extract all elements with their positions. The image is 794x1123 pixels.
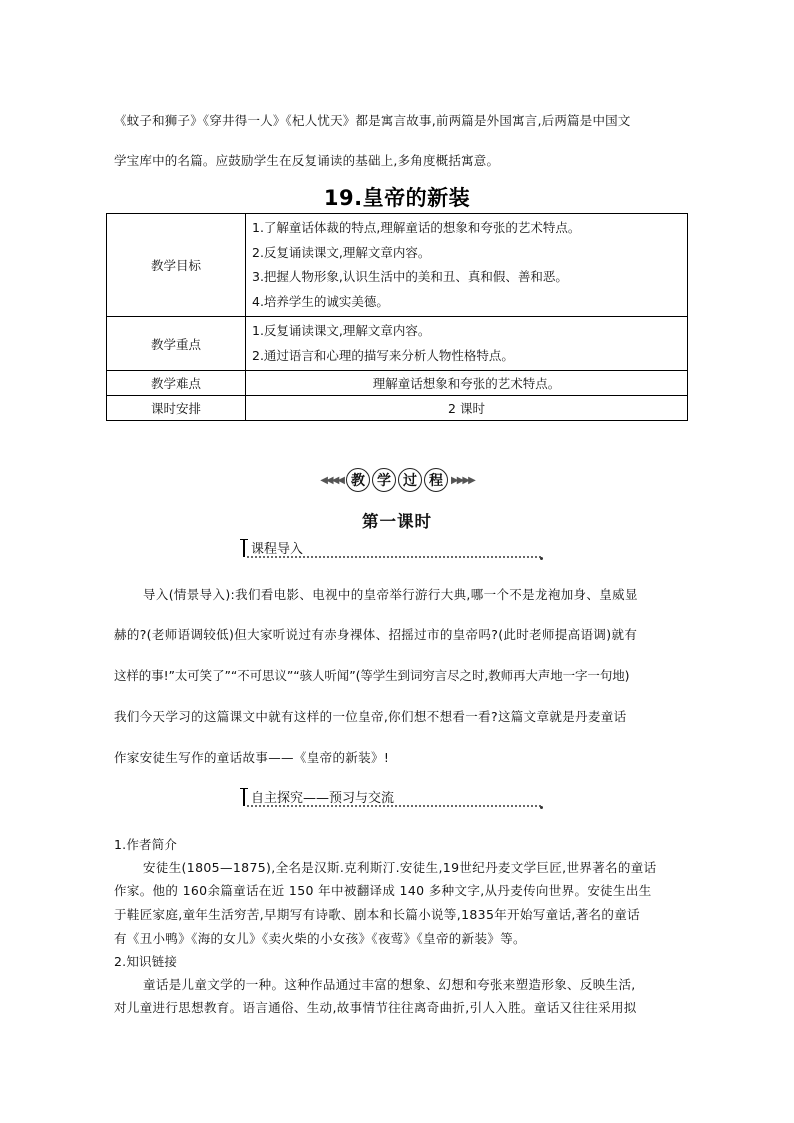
goal-item: 2.反复诵读课文,理解文章内容。 xyxy=(252,244,431,260)
key-point-item: 2.通过语言和心理的描写来分析人物性格特点。 xyxy=(252,347,514,363)
author-paragraph-line: 作家。他的 160余篇童话在近 150 年中被翻译成 140 多种文字,从丹麦传向世界。安徒生出生 xyxy=(114,883,652,898)
knowledge-link-title: 2.知识链接 xyxy=(114,954,178,969)
author-intro-title: 1.作者简介 xyxy=(114,837,178,852)
intro-paragraph-line: 导入(情景导入):我们看电影、电视中的皇帝举行游行大典,哪一个不是龙袍加身、皇威显 xyxy=(143,587,638,602)
section-heading-explore xyxy=(243,786,541,808)
section-heading-intro xyxy=(243,537,541,559)
process-banner xyxy=(0,466,794,494)
section-heading-text: 自主探究——预习与交流 xyxy=(251,791,395,806)
table-row-schedule xyxy=(107,396,688,421)
knowledge-paragraph-line: 对儿童进行思想教育。语言通俗、生动,故事情节往往离奇曲折,引人入胜。童话又往往采用拟 xyxy=(114,1000,637,1015)
intro-paragraph-line: 作家安徒生写作的童话故事——《皇帝的新装》! xyxy=(114,750,390,765)
author-paragraph-line: 于鞋匠家庭,童年生活穷苦,早期写有诗歌、剧本和长篇小说等,1835年开始写童话,著名的童话 xyxy=(114,907,640,922)
dotted-rule xyxy=(247,556,541,558)
difficulty-value: 理解童话想象和夸张的艺术特点。 xyxy=(246,371,688,396)
author-paragraph-line: 安徒生(1805—1875),全名是汉斯.克利斯汀.安徒生,19世纪丹麦文学巨匠,世界著名的童话 xyxy=(143,860,657,875)
heading-bar-icon xyxy=(243,539,245,557)
intro-paragraph-line: 这样的事!”太可笑了”“不可思议”“骇人听闻”(等学生到词穷言尽之时,教师再大声地一字一句地) xyxy=(114,668,630,683)
goals-content xyxy=(246,214,688,317)
intro-paragraph-line: 我们今天学习的这篇课文中就有这样的一位皇帝,你们想不想看一看?这篇文章就是丹麦童话 xyxy=(114,709,627,724)
intro-line-1: 《蚊子和狮子》《穿井得一人》《杞人忧天》都是寓言故事,前两篇是外国寓言,后两篇是中国文 xyxy=(114,113,631,128)
goal-item: 1.了解童话体裁的特点,理解童话的想象和夸张的艺术特点。 xyxy=(252,220,581,235)
intro-line-2: 学宝库中的名篇。应鼓励学生在反复诵读的基础上,多角度概括寓意。 xyxy=(114,153,500,168)
knowledge-paragraph-line: 童话是儿童文学的一种。这种作品通过丰富的想象、幻想和夸张来塑造形象、反映生活, xyxy=(143,977,636,992)
banner-char: 学 xyxy=(372,468,396,492)
goal-item: 3.把握人物形象,认识生活中的美和丑、真和假、善和恶。 xyxy=(252,269,568,284)
rule-end-dot-icon xyxy=(540,557,543,560)
session-title: 第一课时 xyxy=(362,512,432,531)
goal-item: 4.培养学生的诚实美德。 xyxy=(252,293,389,309)
rule-end-dot-icon xyxy=(540,806,543,809)
schedule-label: 课时安排 xyxy=(107,396,246,421)
key-points-label: 教学重点 xyxy=(107,317,246,371)
banner-char: 程 xyxy=(424,468,448,492)
difficulty-label: 教学难点 xyxy=(107,371,246,396)
teaching-plan-table xyxy=(106,213,688,421)
right-arrows-icon: ▶▶▶▶ xyxy=(451,474,474,486)
table-row-key-points xyxy=(107,317,688,371)
banner-char: 教 xyxy=(346,468,370,492)
key-points-content xyxy=(246,317,688,371)
intro-paragraph-line: 赫的?(老师语调较低)但大家听说过有赤身裸体、招摇过市的皇帝吗?(此时老师提高语调)就有 xyxy=(114,627,638,642)
schedule-value: 2 课时 xyxy=(246,396,688,421)
section-heading-text: 课程导入 xyxy=(251,542,304,557)
dotted-rule xyxy=(247,805,541,807)
heading-bar-icon xyxy=(243,788,245,806)
key-point-item: 1.反复诵读课文,理解文章内容。 xyxy=(252,323,431,338)
banner-char: 过 xyxy=(398,468,422,492)
goals-label: 教学目标 xyxy=(107,214,246,317)
author-paragraph-line: 有《丑小鸭》《海的女儿》《卖火柴的小女孩》《夜莺》《皇帝的新装》等。 xyxy=(114,931,526,946)
table-row-difficulty xyxy=(107,371,688,396)
lesson-title: 19.皇帝的新装 xyxy=(323,186,471,210)
table-row-goals xyxy=(107,214,688,317)
left-arrows-icon: ◀◀◀◀ xyxy=(320,474,343,486)
